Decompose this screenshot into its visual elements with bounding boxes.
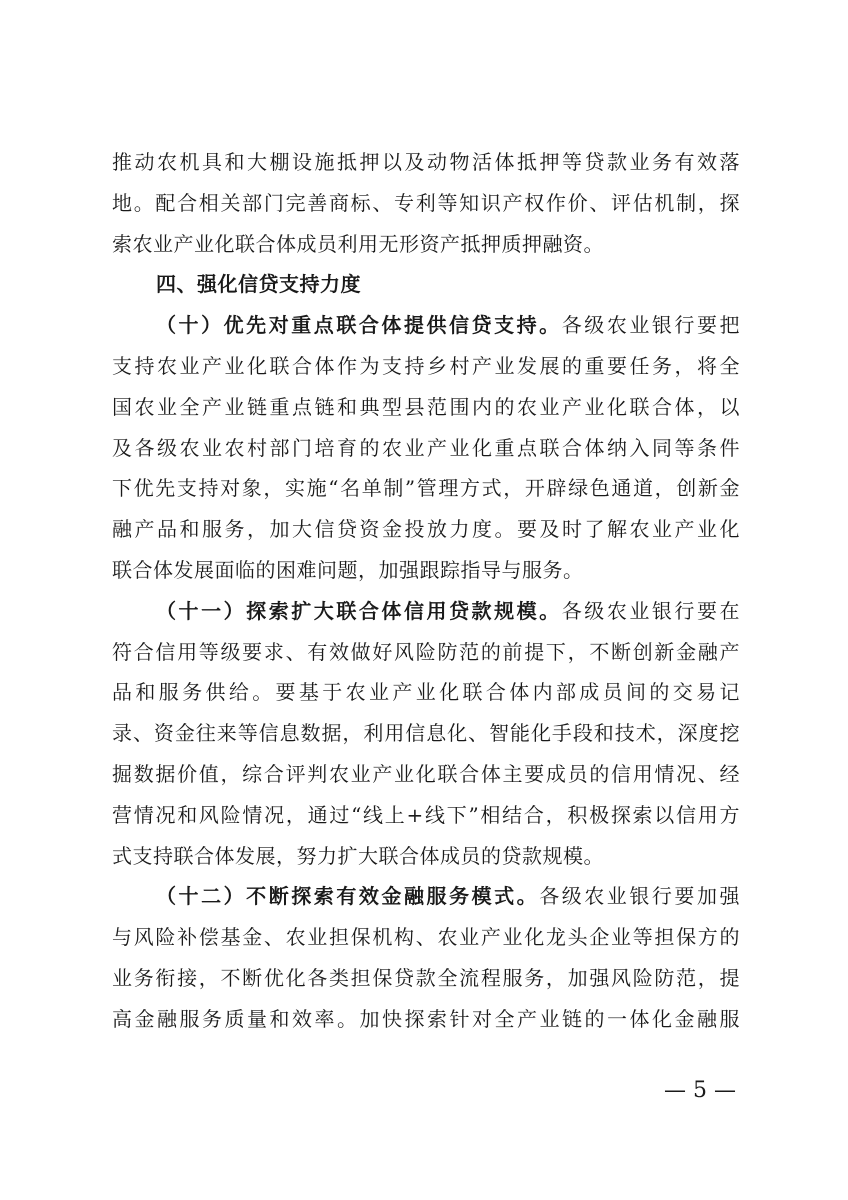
body-line: 与风险补偿基金、农业担保机构、农业产业化龙头企业等担保方的 bbox=[112, 925, 740, 950]
paragraph-first-line bbox=[112, 591, 740, 632]
paragraph-title: （十一）探索扩大联合体信用贷款规模。 bbox=[156, 598, 562, 623]
body-line: 掘数据价值，综合评判农业产业化联合体主要成员的信用情况、经 bbox=[112, 761, 740, 786]
body-line: 式支持联合体发展，努力扩大联合体成员的贷款规模。 bbox=[112, 843, 604, 868]
body-line: 推动农机具和大棚设施抵押以及动物活体抵押等贷款业务有效落 bbox=[112, 150, 740, 174]
body-line: 索农业产业化联合体成员利用无形资产抵押质押融资。 bbox=[112, 231, 604, 256]
body-line: 融产品和服务，加大信贷资金投放力度。要及时了解农业产业化 bbox=[112, 517, 740, 542]
paragraph-first-line bbox=[112, 305, 740, 346]
body-line: 地。配合相关部门完善商标、专利等知识产权作价、评估机制，探 bbox=[112, 190, 740, 215]
page-number: — 5 — bbox=[664, 1078, 736, 1103]
body-line: 品和服务供给。要基于农业产业化联合体内部成员间的交易记 bbox=[112, 680, 740, 705]
body-line: 支持农业产业化联合体作为支持乡村产业发展的重要任务，将全 bbox=[112, 353, 740, 378]
body-line: 业务衔接，不断优化各类担保贷款全流程服务，加强风险防范，提 bbox=[112, 965, 740, 990]
paragraph-text: 各级农业银行要加强 bbox=[539, 884, 741, 909]
body-line: 联合体发展面临的困难问题，加强跟踪指导与服务。 bbox=[112, 557, 584, 582]
body-line: 高金融服务质量和效率。加快探索针对全产业链的一体化金融服 bbox=[112, 1006, 740, 1031]
body-line: 营情况和风险情况，通过“线上+线下”相结合，积极探索以信用方 bbox=[112, 802, 740, 827]
body-line: 及各级农业农村部门培育的农业产业化重点联合体纳入同等条件 bbox=[112, 435, 740, 460]
body-line: 符合信用等级要求、有效做好风险防范的前提下，不断创新金融产 bbox=[112, 639, 740, 664]
body-line: 国农业全产业链重点链和典型县范围内的农业产业化联合体，以 bbox=[112, 394, 740, 419]
paragraph-first-line bbox=[112, 876, 740, 917]
section-heading: 四、强化信贷支持力度 bbox=[156, 272, 361, 297]
body-line: 下优先支持对象，实施“名单制”管理方式，开辟绿色通道，创新金 bbox=[112, 476, 740, 501]
paragraph-text: 各级农业银行要在 bbox=[561, 598, 741, 623]
paragraph-title: （十二）不断探索有效金融服务模式。 bbox=[156, 884, 540, 909]
paragraph-title: （十）优先对重点联合体提供信贷支持。 bbox=[156, 313, 562, 338]
body-line: 录、资金往来等信息数据，利用信息化、智能化手段和技术，深度挖 bbox=[112, 721, 740, 746]
paragraph-text: 各级农业银行要把 bbox=[561, 313, 741, 338]
document-body bbox=[112, 142, 740, 1040]
